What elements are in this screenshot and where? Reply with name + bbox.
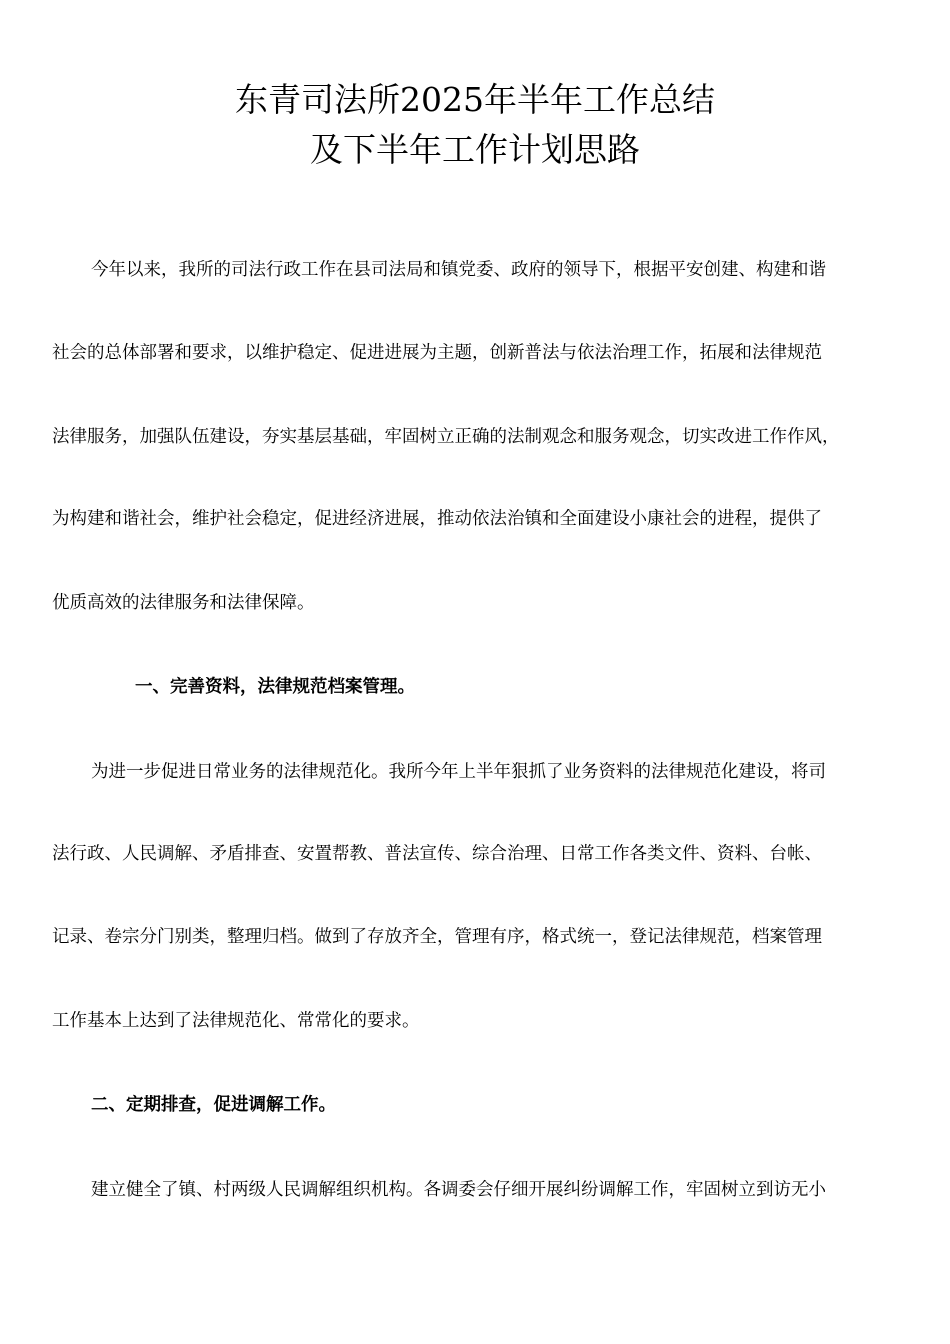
paragraph-line: 工作基本上达到了法律规范化、常常化的要求。 <box>52 1011 420 1031</box>
paragraph-line: 为进一步促进日常业务的法律规范化。我所今年上半年狠抓了业务资料的法律规范化建设，将司 <box>91 762 826 782</box>
paragraph-line: 为构建和谐社会，维护社会稳定，促进经济进展，推动依法治镇和全面建设小康社会的进程，提供了 <box>52 509 822 529</box>
document-title-line-2: 及下半年工作计划思路 <box>310 130 640 169</box>
document-title-line-1: 东青司法所2025年半年工作总结 <box>235 80 715 119</box>
paragraph-line: 建立健全了镇、村两级人民调解组织机构。各调委会仔细开展纠纷调解工作，牢固树立到访无小 <box>91 1180 826 1200</box>
paragraph-line: 今年以来，我所的司法行政工作在县司法局和镇党委、政府的领导下，根据平安创建、构建和谐 <box>91 260 826 280</box>
paragraph-line: 社会的总体部署和要求，以维护稳定、促进进展为主题，创新普法与依法治理工作，拓展和法律规范 <box>52 343 822 363</box>
paragraph-line: 法行政、人民调解、矛盾排查、安置帮教、普法宣传、综合治理、日常工作各类文件、资料、台帐、 <box>52 844 822 864</box>
paragraph-line: 记录、卷宗分门别类，整理归档。做到了存放齐全，管理有序，格式统一，登记法律规范，档案管理 <box>52 927 822 947</box>
paragraph-line: 法律服务，加强队伍建设，夯实基层基础，牢固树立正确的法制观念和服务观念，切实改进工作作风， <box>52 427 840 447</box>
section-heading-2: 二、定期排查，促进调解工作。 <box>91 1095 336 1115</box>
section-heading-1: 一、完善资料，法律规范档案管理。 <box>135 677 415 697</box>
paragraph-line: 优质高效的法律服务和法律保障。 <box>52 593 315 613</box>
